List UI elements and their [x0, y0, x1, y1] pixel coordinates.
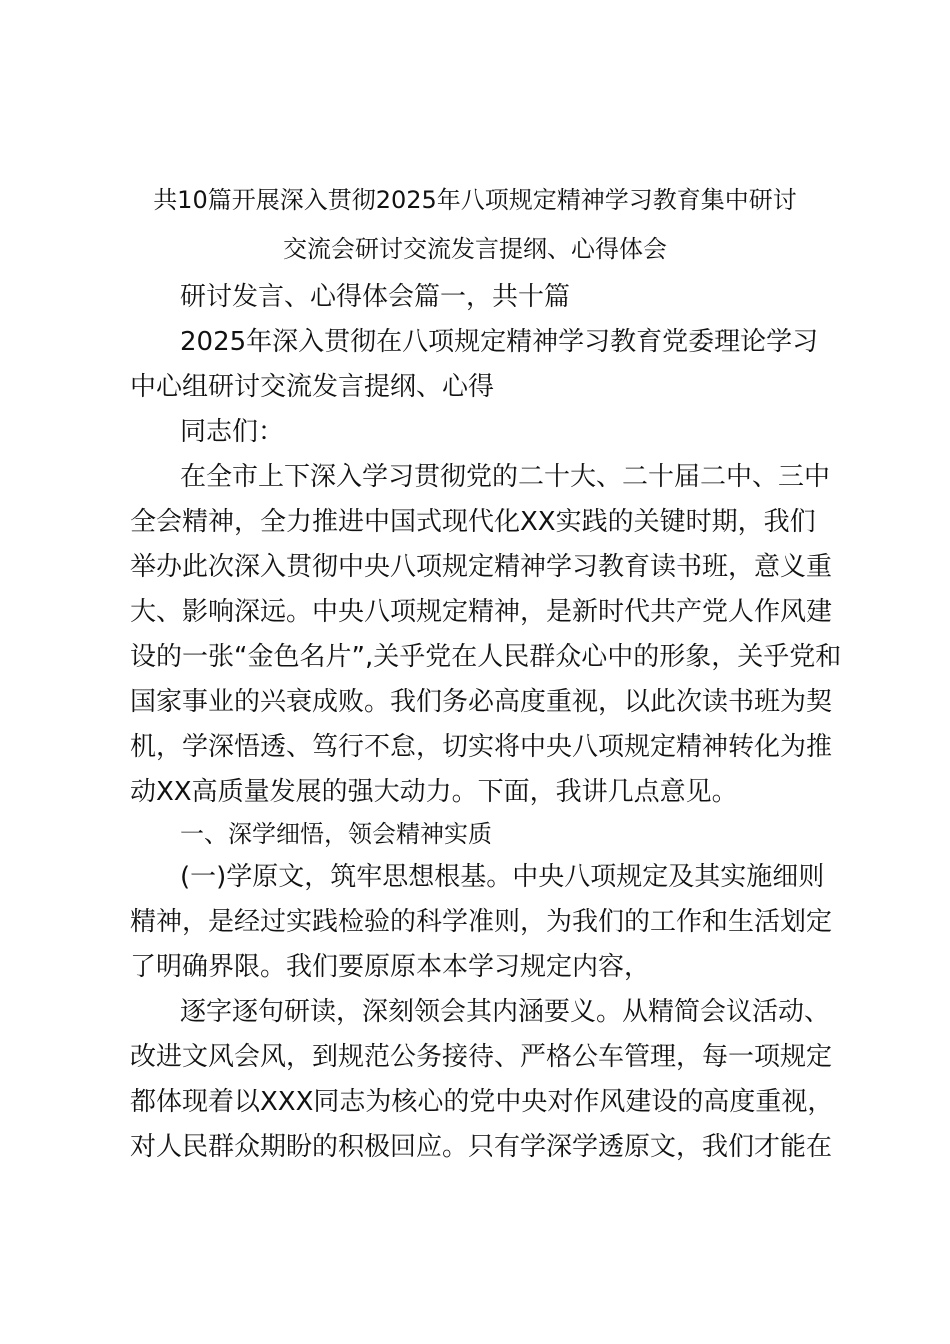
paragraph-line: 了明确界限。我们要原原本本学习规定内容，	[130, 952, 651, 982]
salutation: 同志们：	[180, 417, 285, 447]
paragraph-line: 举办此次深入贯彻中央八项规定精神学习教育读书班，意义重	[130, 552, 833, 582]
paragraph-line: 都体现着以XXX同志为核心的党中央对作风建设的高度重视，	[130, 1087, 834, 1117]
paragraph-line: 动XX高质量发展的强大动力。下面，我讲几点意见。	[130, 777, 738, 807]
paragraph-line: 国家事业的兴衰成败。我们务必高度重视，以此次读书班为契	[130, 687, 833, 717]
paragraph-line: 对人民群众期盼的积极回应。只有学深学透原文，我们才能在	[130, 1132, 833, 1162]
document-title-line-2: 交流会研讨交流发言提纲、心得体会	[283, 235, 667, 263]
paragraph-line: 2025年深入贯彻在八项规定精神学习教育党委理论学习	[180, 327, 819, 357]
paragraph-line: 机，学深悟透、笃行不怠，切实将中央八项规定精神转化为推	[130, 732, 833, 762]
paragraph-line: 全会精神，全力推进中国式现代化XX实践的关键时期，我们	[130, 507, 816, 537]
paragraph-line: 精神，是经过实践检验的科学准则，为我们的工作和生活划定	[130, 907, 833, 937]
paragraph-line: 大、影响深远。中央八项规定精神，是新时代共产党人作风建	[130, 597, 833, 627]
paragraph-line: 研讨发言、心得体会篇一，共十篇	[180, 282, 571, 312]
paragraph-line: 逐字逐句研读，深刻领会其内涵要义。从精简会议活动、	[180, 997, 831, 1027]
paragraph-line: (一)学原文，筑牢思想根基。中央八项规定及其实施细则	[180, 862, 825, 892]
paragraph-line: 在全市上下深入学习贯彻党的二十大、二十届二中、三中	[180, 462, 831, 492]
document-title-line-1: 共10篇开展深入贯彻2025年八项规定精神学习教育集中研讨	[153, 186, 797, 214]
paragraph-line: 中心组研讨交流发言提纲、心得	[130, 372, 495, 402]
paragraph-line: 改进文风会风，到规范公务接待、严格公车管理，每一项规定	[130, 1042, 833, 1072]
paragraph-line: 设的一张“金色名片”,关乎党在人民群众心中的形象，关乎党和	[130, 642, 842, 672]
section-heading: 一、深学细悟，领会精神实质	[180, 820, 492, 848]
